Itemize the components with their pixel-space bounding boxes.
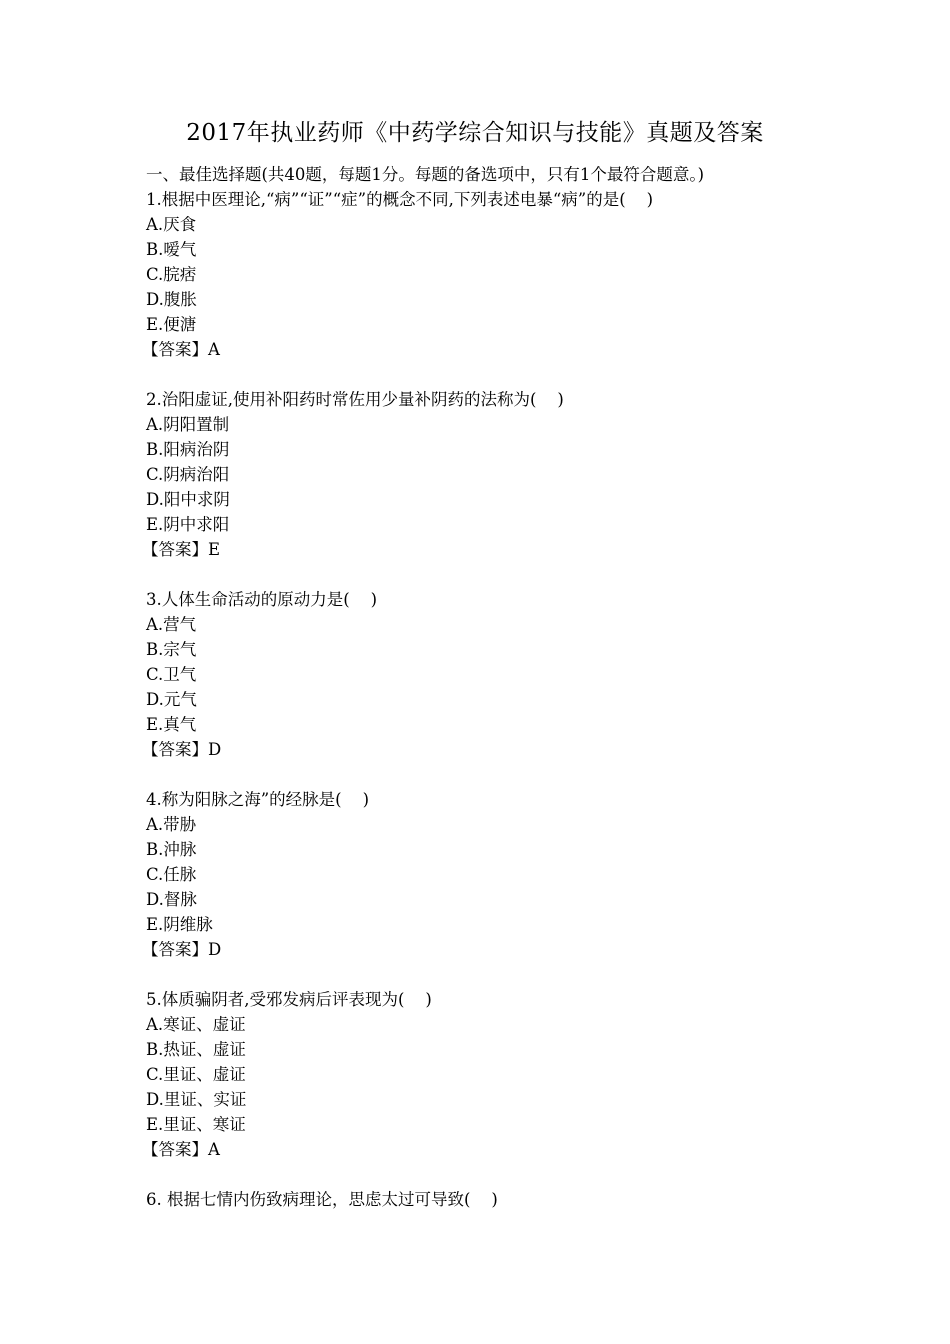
- question-spacer: [146, 962, 826, 987]
- question-stem: 2.治阳虚证,使用补阳药时常佐用少量补阴药的法称为( ): [146, 390, 564, 409]
- question-stem: 6. 根据七情内伤致病理论，思虑太过可导致( ): [146, 1190, 498, 1209]
- answer-line: 【答案】D: [142, 740, 222, 759]
- option-c: C.里证、虚证: [146, 1065, 246, 1084]
- option-a: A.营气: [146, 615, 197, 634]
- option-a: A.带胁: [146, 815, 197, 834]
- option-e: E.真气: [146, 715, 197, 734]
- document-title: 2017年执业药师《中药学综合知识与技能》真题及答案: [186, 120, 764, 146]
- question-spacer: [146, 362, 826, 387]
- option-e: E.阴中求阳: [146, 515, 230, 534]
- option-a: A.厌食: [146, 215, 197, 234]
- option-c: C.阴病治阳: [146, 465, 230, 484]
- option-d: D.腹胀: [146, 290, 197, 309]
- question-spacer: [146, 762, 826, 787]
- option-a: A.寒证、虚证: [146, 1015, 246, 1034]
- question-5: [142, 987, 826, 1162]
- question-4: [142, 787, 826, 962]
- option-b: B.嗳气: [146, 240, 197, 259]
- document-body: [142, 162, 826, 1212]
- option-d: D.督脉: [146, 890, 197, 909]
- question-spacer: [146, 562, 826, 587]
- question-stem: 4.称为阳脉之海”的经脉是( ): [146, 790, 370, 809]
- option-a: A.阴阳置制: [146, 415, 230, 434]
- option-b: B.沖脉: [146, 840, 197, 859]
- question-stem: 1.根据中医理论,“病”“证”“症”的概念不同,下列表述电暴“病”的是( ): [146, 190, 654, 209]
- option-c: C.脘痞: [146, 265, 197, 284]
- option-e: E.里证、寒证: [146, 1115, 246, 1134]
- option-b: B.宗气: [146, 640, 197, 659]
- option-e: E.阴维脉: [146, 915, 213, 934]
- question-1: [142, 187, 826, 362]
- answer-line: 【答案】A: [142, 1140, 220, 1159]
- question-stem: 3.人体生命活动的原动力是( ): [146, 590, 378, 609]
- question-6: [146, 1187, 826, 1212]
- answer-line: 【答案】D: [142, 940, 222, 959]
- section-heading: 一、最佳选择题(共40题，每题1分。每题的备选项中，只有1个最符合题意。): [146, 165, 705, 184]
- answer-line: 【答案】E: [142, 540, 221, 559]
- option-d: D.阳中求阴: [146, 490, 230, 509]
- option-e: E.便溏: [146, 315, 197, 334]
- option-b: B.阳病治阴: [146, 440, 230, 459]
- option-d: D.里证、实证: [146, 1090, 247, 1109]
- question-2: [142, 387, 826, 562]
- answer-line: 【答案】A: [142, 340, 220, 359]
- option-b: B.热证、虚证: [146, 1040, 246, 1059]
- option-d: D.元气: [146, 690, 197, 709]
- question-spacer: [146, 1162, 826, 1187]
- question-stem: 5.体质骗阴者,受邪发病后评表现为( ): [146, 990, 432, 1009]
- option-c: C.卫气: [146, 665, 197, 684]
- question-3: [142, 587, 826, 762]
- option-c: C.任脉: [146, 865, 197, 884]
